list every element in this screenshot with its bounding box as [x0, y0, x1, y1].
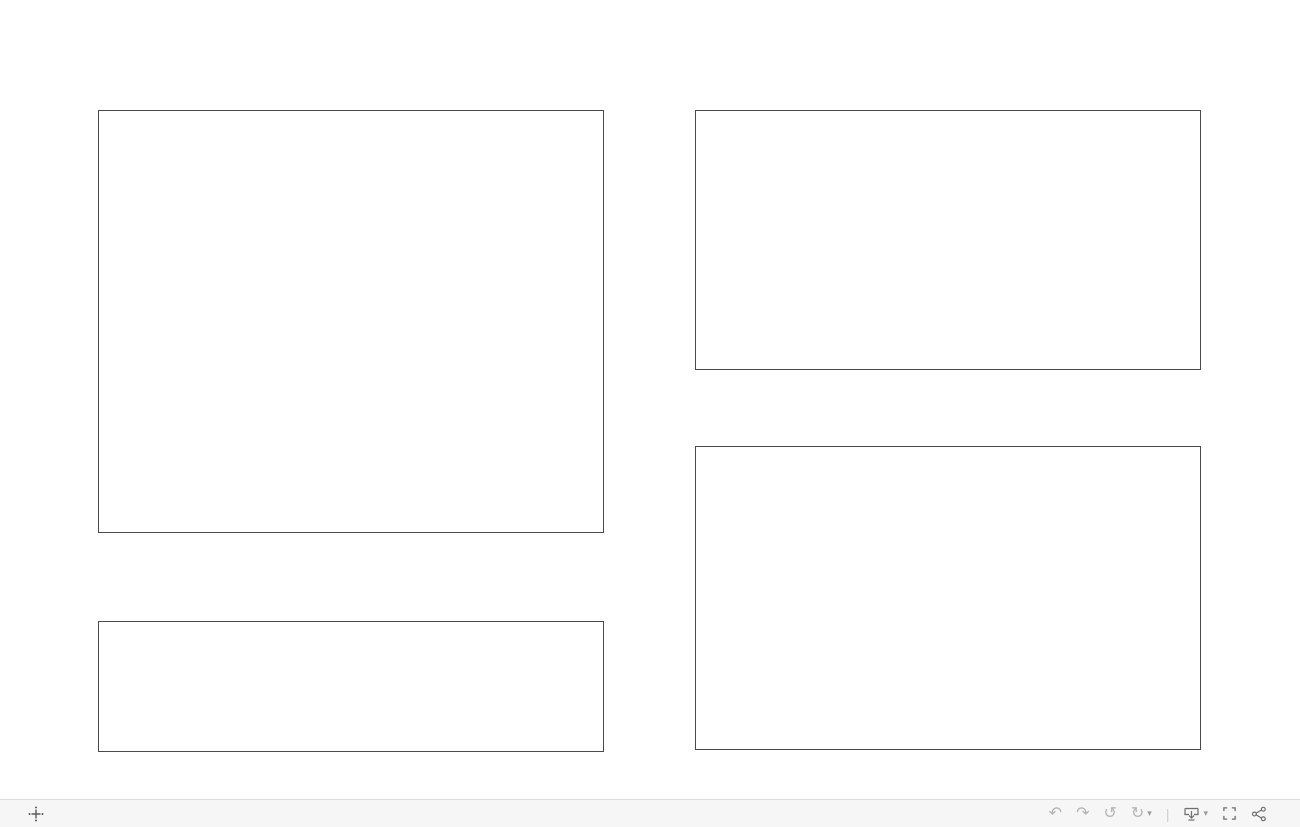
table-header	[98, 94, 604, 110]
refresh-button[interactable]: ↻ ▾	[1130, 804, 1152, 822]
toolbar	[0, 799, 1300, 827]
table-body	[98, 621, 604, 752]
redo-button[interactable]: ↷	[1076, 804, 1090, 822]
table-body	[695, 446, 1201, 750]
table-zemu-group	[98, 94, 604, 533]
table-header	[695, 430, 1201, 446]
download-button[interactable]	[1183, 806, 1208, 822]
table-grady-group	[695, 94, 1201, 370]
download-icon	[1183, 806, 1200, 822]
undo-button[interactable]: ↶	[1048, 804, 1063, 822]
view-on-tableau-button[interactable]	[28, 806, 51, 822]
table-header	[98, 605, 604, 621]
toolbar-separator: |	[1165, 805, 1170, 822]
table-zambrero	[695, 430, 1201, 750]
table-body	[98, 110, 604, 533]
table-burrito-buds	[98, 605, 604, 752]
fullscreen-button[interactable]	[1222, 806, 1237, 821]
share-icon	[1251, 806, 1267, 822]
revert-button[interactable]: ↺	[1103, 804, 1117, 822]
chevron-down-icon: ▾	[1203, 808, 1208, 818]
share-button[interactable]	[1251, 806, 1272, 822]
fullscreen-icon	[1222, 806, 1237, 821]
chevron-down-icon: ▾	[1147, 808, 1152, 818]
tableau-logo-icon	[28, 806, 44, 822]
table-body	[695, 110, 1201, 370]
table-header	[695, 94, 1201, 110]
